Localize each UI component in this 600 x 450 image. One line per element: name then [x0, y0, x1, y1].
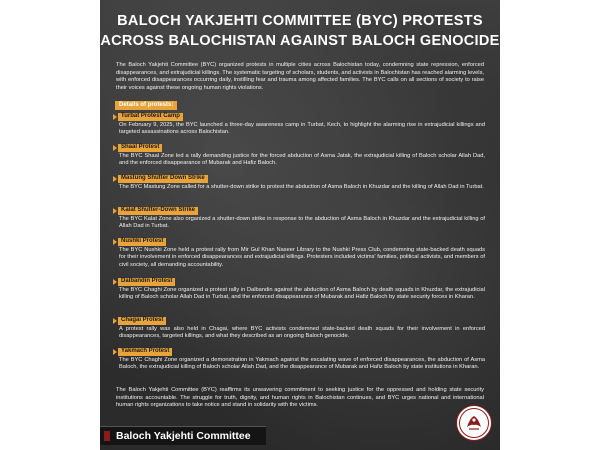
section-header	[113, 207, 485, 215]
section-text: The BYC Shaal Zone led a rally demanding justice for the forced abduction of Asma Jatak, the extrajudicial killing of Baloch scholar Allah Dad, and the enforced disappearance of Mubarak and Hafiz Baloch.	[119, 152, 485, 167]
protest-section-shaal	[113, 144, 485, 168]
details-label: Details of protests:	[115, 101, 177, 110]
section-header	[113, 175, 485, 183]
protest-section-dalbandin	[113, 278, 485, 302]
protest-section-kalat	[113, 207, 485, 231]
section-tag: Shaal Protest	[118, 144, 162, 152]
section-tag: Yakmach Protest	[118, 348, 172, 356]
section-header	[113, 144, 485, 152]
section-tag: Dalbandin Protest	[118, 278, 175, 286]
section-header	[113, 238, 485, 246]
protest-section-mastung	[113, 175, 485, 191]
section-tag: Nushki Protest	[118, 238, 166, 246]
section-text: On February 9, 2025, the BYC launched a three-day awareness camp in Turbat, Kech, to highlight the alarming rise in extrajudicial killings and targeted assassinations across Balochistan.	[119, 121, 485, 136]
closing-paragraph: The Baloch Yakjehti Committee (BYC) reaffirms its unwavering commitment to seeking justice for the oppressed and holding state security institutions accountable. The struggle for truth, dignity, and human rights in Balochistan continues, and BYC urges national and international human rights organizations to take notice and stand in solidarity with the victims.	[116, 387, 484, 409]
arrow-marker-icon	[113, 279, 117, 285]
byc-emblem-icon	[456, 405, 492, 441]
poster	[100, 0, 500, 450]
section-tag: Mastung Shutter Down Strike	[118, 175, 208, 183]
intro-paragraph: The Baloch Yakjehti Committee (BYC) organized protests in multiple cities across Balochistan today, condemning state repression, enforced disappearances, and extrajudicial killings. The systematic targeting of scholars, students, and activists in Balochistan has reached alarming levels, with enforced disappearances occurring daily, instilling fear and trauma among affected families. The BYC calls on all sections of society to raise their voices against these ongoing human rights violations.	[116, 62, 484, 91]
footer-org-name: Baloch Yakjehti Committee	[116, 430, 251, 442]
section-text: The BYC Kalat Zone also organized a shutter-down strike in response to the abduction of Asma Baloch in Khuzdar and the extrajudicial killing of Allah Dad in Turbat.	[119, 215, 485, 230]
arrow-marker-icon	[113, 349, 117, 355]
arrow-marker-icon	[113, 318, 117, 324]
arrow-marker-icon	[113, 208, 117, 214]
section-text: The BYC Nushki Zone held a protest rally from Mir Gul Khan Naseer Library to the Nushki Press Club, condemning state-backed death squads for their involvement in enforced disappearances and extrajudicial killings. Protesters included victims' families, political activists, and members of civil society, all demanding accountability.	[119, 246, 485, 268]
section-text: The BYC Chaghi Zone organized a demonstration in Yakmach against the escalating wave of enforced disappearances, the abduction of Asma Baloch, the extrajudicial killing of Baloch scholar Allah Dad, and the disappearance of Mubarak and Hafiz Baloch by state institutions in Kharan.	[119, 356, 485, 371]
protest-section-yakmach	[113, 348, 485, 372]
arrow-marker-icon	[113, 239, 117, 245]
footer-accent-stripe	[104, 431, 110, 441]
headline-line-1: BALOCH YAKJEHTI COMMITTEE (BYC) PROTESTS	[117, 13, 483, 29]
section-tag: Kalat Shutter-Down Strike	[118, 207, 198, 215]
protest-section-nushki	[113, 238, 485, 269]
arrow-marker-icon	[113, 114, 117, 120]
section-text: The BYC Mastung Zone called for a shutter-down strike to protest the abduction of Asma Baloch in Khuzdar and the killing of Allah Dad in Turbat.	[119, 183, 484, 190]
section-header	[113, 348, 485, 356]
footer-banner	[100, 426, 266, 445]
section-tag: Turbat Protest Camp	[118, 113, 183, 121]
protest-section-turbat	[113, 113, 485, 137]
section-text: A protest rally was also held in Chagai, where BYC activists condemned state-backed death squads for their involvement in enforced disappearances, targeted killings, and what they described as an ongoing Baloch genocide.	[119, 325, 485, 340]
arrow-marker-icon	[113, 176, 117, 182]
protest-section-chagai	[113, 317, 485, 341]
headline-line-2: ACROSS BALOCHISTAN AGAINST BALOCH GENOCIDE	[100, 33, 500, 49]
section-header	[113, 113, 485, 121]
emblem-graphic	[457, 406, 491, 440]
arrow-marker-icon	[113, 145, 117, 151]
section-tag: Chagai Protest	[118, 317, 166, 325]
section-header	[113, 278, 485, 286]
section-header	[113, 317, 485, 325]
section-text: The BYC Chaghi Zone organized a protest rally in Dalbandin against the abduction of Asma Baloch by death squads in Khuzdar, the extrajudicial killing of Baloch scholar Allah Dad in Turbat, and the enforced disappearance of Mubarak and Hafiz Baloch by state security forces in Kharan.	[119, 286, 485, 301]
